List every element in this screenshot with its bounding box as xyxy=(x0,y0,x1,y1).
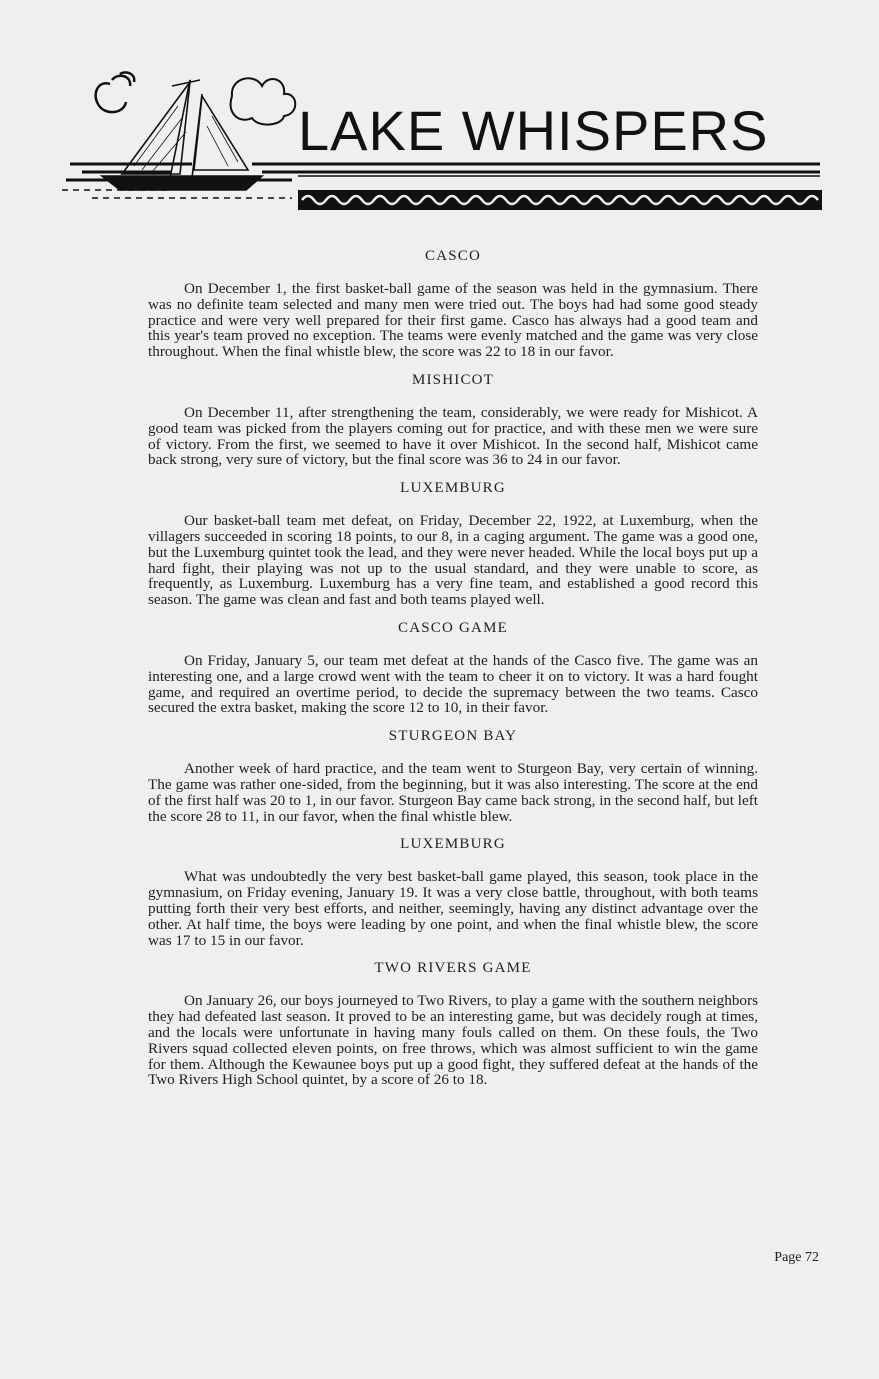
section-paragraph: Another week of hard practice, and the team went to Sturgeon Bay, very certain of winning. The game was rather one-sided, from the beginning, but it was also interesting. The score at the end of the first half was 20 to 1, in our favor. Sturgeon Bay came back strong, in the second half, but left the score 28 to 11, in our favor, when the final whistle blew. xyxy=(148,760,758,825)
section-paragraph: On December 11, after strengthening the team, considerably, we were ready for Mishicot. A good team was picked from the players coming out for practice, and with these men we were sure of victory. From the first, we seemed to have it over Mishicot. In the second half, Mishicot came back strong, very sure of victory, but the final score was 36 to 24 in our favor. xyxy=(148,403,758,469)
sun-icon xyxy=(96,72,135,112)
section-title: STURGEON BAY xyxy=(388,728,518,745)
section-paragraph: On December 1, the first basket-ball game of the season was held in the gymnasium. There was no definite team selected and many men were tried out. The boys had had some good steady practice and were very well prepared for their first game. Casco has always had a good team and this year's team proved no exception. The teams were evenly matched and the game was very close throughout. When the final whistle blew, the score was 22 to 18 in our favor. xyxy=(148,280,758,361)
section-casco xyxy=(148,248,758,360)
section-paragraph: On January 26, our boys journeyed to Two Rivers, to play a game with the southern neighbors they had defeated last season. It proved to be an interesting game, but was decidely rough at times, and the locals were unfortunate in having many fouls called on them. On these fouls, the Two Rivers squad collected eleven points, on free throws, which was almost sufficient to win the game for them. Although the Kewaunee boys put up a good fight, they suffered defeat at the hands of the Two Rivers High School quintet, by a score of 26 to 18. xyxy=(148,992,758,1089)
section-title: CASCO xyxy=(424,248,482,264)
sailboat-icon xyxy=(102,80,262,190)
section-sturgeon-bay xyxy=(148,728,758,824)
masthead-title: LAKE WHISPERS xyxy=(298,99,769,162)
section-mishicot xyxy=(148,372,758,468)
page-number: Page 72 xyxy=(774,1250,819,1265)
masthead xyxy=(62,66,824,216)
section-two-rivers-game xyxy=(148,960,758,1088)
cloud-icon xyxy=(231,78,296,124)
section-paragraph: Our basket-ball team met defeat, on Friday, December 22, 1922, at Luxemburg, when the villagers succeeded in scoring 18 points, to our 8, in a caging argument. The game was a good one, but the Luxemburg quintet took the lead, and they were never headed. While the local boys put up a hard fight, their playing was not up to the usual standard, and they were unable to score, as frequently, as Luxemburg. Luxemburg has a very fine team, and established a good record this season. The game was clean and fast and both teams played well. xyxy=(148,512,758,609)
wave-band xyxy=(298,190,822,210)
section-title: CASCO GAME xyxy=(398,619,508,636)
section-paragraph: On Friday, January 5, our team met defeat at the hands of the Casco five. The game was an interesting one, and a large crowd went with the team to cheer it on to victory. It was a hard fought game, and required an overtime period, to decide the supremacy between the two teams. Casco secured the extra basket, making the score 12 to 10, in their favor. xyxy=(148,651,758,717)
section-title: LUXEMBURG xyxy=(400,480,506,497)
article-body xyxy=(148,248,758,1100)
section-luxemburg-2 xyxy=(148,836,758,948)
section-title: TWO RIVERS GAME xyxy=(374,960,532,977)
section-title: MISHICOT xyxy=(411,371,495,388)
section-luxemburg xyxy=(148,480,758,608)
section-casco-game xyxy=(148,620,758,716)
section-title: LUXEMBURG xyxy=(400,836,506,853)
section-paragraph: What was undoubtedly the very best basket-ball game played, this season, took place in the gymnasium, on Friday evening, January 19. It was a very close battle, throughout, with both teams putting forth their very best efforts, and neither, seemingly, having any distinct advantage over the other. At half time, the boys were leading by one point, and when the final whistle blew, the score was 17 to 15 in our favor. xyxy=(148,868,758,949)
